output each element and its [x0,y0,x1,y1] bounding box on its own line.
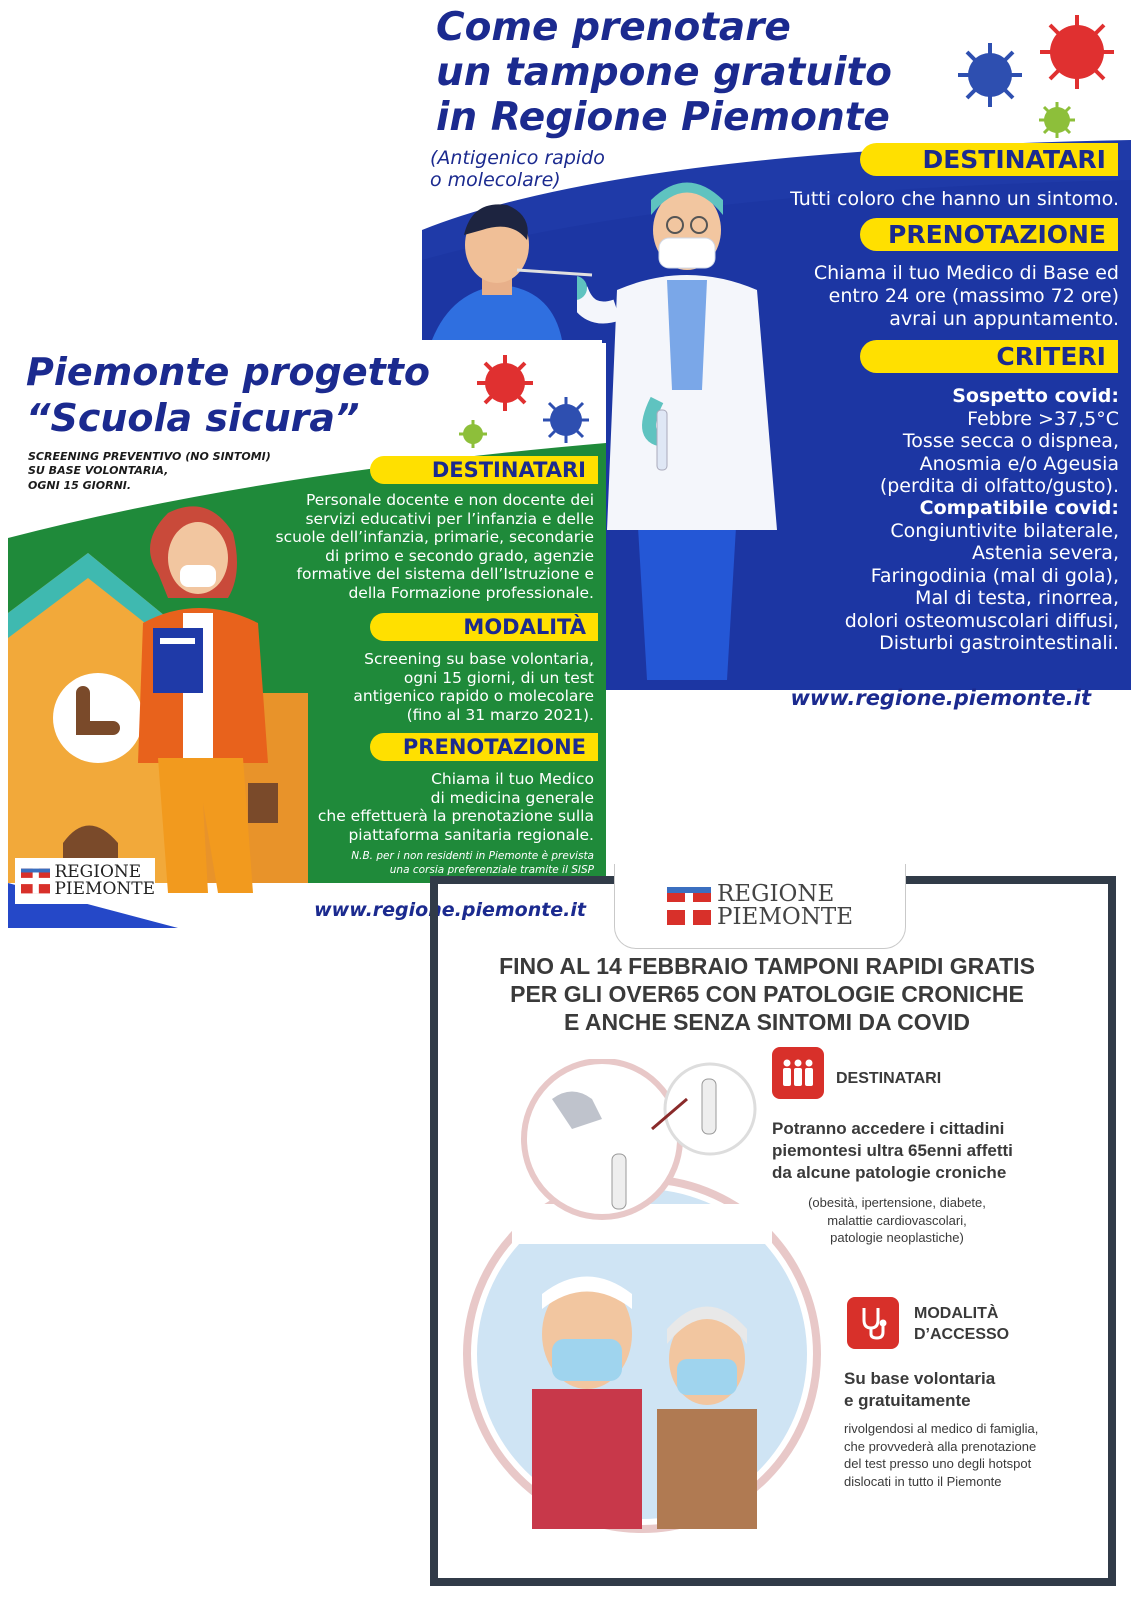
teacher-illustration [118,503,298,893]
card2-prenotazione-label: PRENOTAZIONE [370,733,598,761]
card1-sospetto-heading: Sospetto covid: [952,385,1119,407]
card2-url[interactable]: www.regione.piemonte.it [314,899,586,921]
virus-icon [475,353,535,413]
card2-destinatari-text: Personale docente e non docente dei servizi educativi per l’infanzia e delle scuole dell’infanzia, primarie, secondarie di primo e secondo grado, agenzie formative del sistema dell’Istruzione e della Formazione professionale. [275,491,594,602]
card1-title: Come prenotare un tampone gratuito in Regione Piemonte [436,5,892,140]
card3-destinatari-text: Potranno accedere i cittadini piemontesi ultra 65enni affetti da alcune patologie croniche [772,1119,1013,1183]
regione-piemonte-shield-icon [667,887,711,925]
virus-icon [458,419,488,449]
virus-icon [1037,100,1077,140]
card2-note: N.B. per i non residenti in Piemonte è prevista una corsia preferenziale tramite il SISP [351,850,594,877]
people-icon [772,1047,824,1099]
card3-modalita-detail: rivolgendosi al medico di famiglia, che provvederà alla prenotazione del test presso uno degli hotspot dislocati in tutto il Piemonte [844,1421,1039,1489]
card3-modalita-text: Su base volontaria e gratuitamente [844,1369,996,1411]
card2-subtitle: SCREENING PREVENTIVO (NO SINTOMI) SU BASE VOLONTARIA, OGNI 15 GIORNI. [28,450,271,492]
card2-modalita-label: MODALITÀ [370,613,598,641]
card2-title: Piemonte progetto “Scuola sicura” [26,350,431,440]
card1-prenotazione-text: Chiama il tuo Medico di Base ed entro 24 ore (massimo 72 ore) avrai un appuntamento. [813,262,1119,330]
card2-modalita-text: Screening su base volontaria, ogni 15 giorni, di un test antigenico rapido o molecolare (fino al 31 marzo 2021). [353,650,594,724]
virus-icon [1037,12,1117,92]
card3-headline: FINO AL 14 FEBBRAIO TAMPONI RAPIDI GRATIS PER GLI OVER65 CON PATOLOGIE CRONICHE E ANCHE SENZA SINTOMI DA COVID [499,953,1035,1036]
doctor-illustration [577,170,837,680]
card1-compatibile-heading: Compatibile covid: [919,497,1119,519]
card1-criteri-label: CRITERI [860,340,1118,373]
card1-subtitle: (Antigenico rapido o molecolare) [430,147,605,191]
card1-compatibile-text: Congiuntivite bilaterale, Astenia severa, Faringodinia (mal di gola), Mal di testa, rinorrea, dolori osteomuscolari diffusi, Disturbi gastrointestinali. [844,520,1119,655]
virus-icon [541,395,591,445]
card2-destinatari-label: DESTINATARI [370,456,598,484]
card3-destinatari-label: DESTINATARI [836,1070,942,1087]
card2-logo-text: REGIONE PIEMONTE [54,862,155,899]
card1-sospetto-text: Febbre >37,5°C Tosse secca o dispnea, Anosmia e/o Ageusia (perdita di olfatto/gusto). [879,408,1119,498]
regione-piemonte-shield-icon [21,865,50,897]
virus-icon [955,40,1025,110]
card-scuola-sicura [8,343,606,928]
stethoscope-icon [847,1297,899,1349]
card3-destinatari-detail: (obesità, ipertensione, diabete, malattie cardiovascolari, patologie neoplastiche) [808,1195,986,1246]
card-tamponi-over65 [422,864,1122,1590]
card2-logo [15,858,155,904]
card1-destinatari-text: Tutti coloro che hanno un sintomo. [790,188,1119,210]
card3-logo-tab [614,864,906,949]
card1-prenotazione-label: PRENOTAZIONE [860,218,1118,251]
card2-prenotazione-text: Chiama il tuo Medico di medicina generale che effettuerà la prenotazione sulla piattaforma sanitaria regionale. [317,770,594,844]
card3-logo-text: REGIONE PIEMONTE [716,881,853,930]
patient-illustration [422,190,602,340]
card1-url[interactable]: www.regione.piemonte.it [790,686,1091,710]
card1-destinatari-label: DESTINATARI [860,143,1118,176]
card3-modalita-label: MODALITÀ D’ACCESSO [914,1305,1010,1343]
